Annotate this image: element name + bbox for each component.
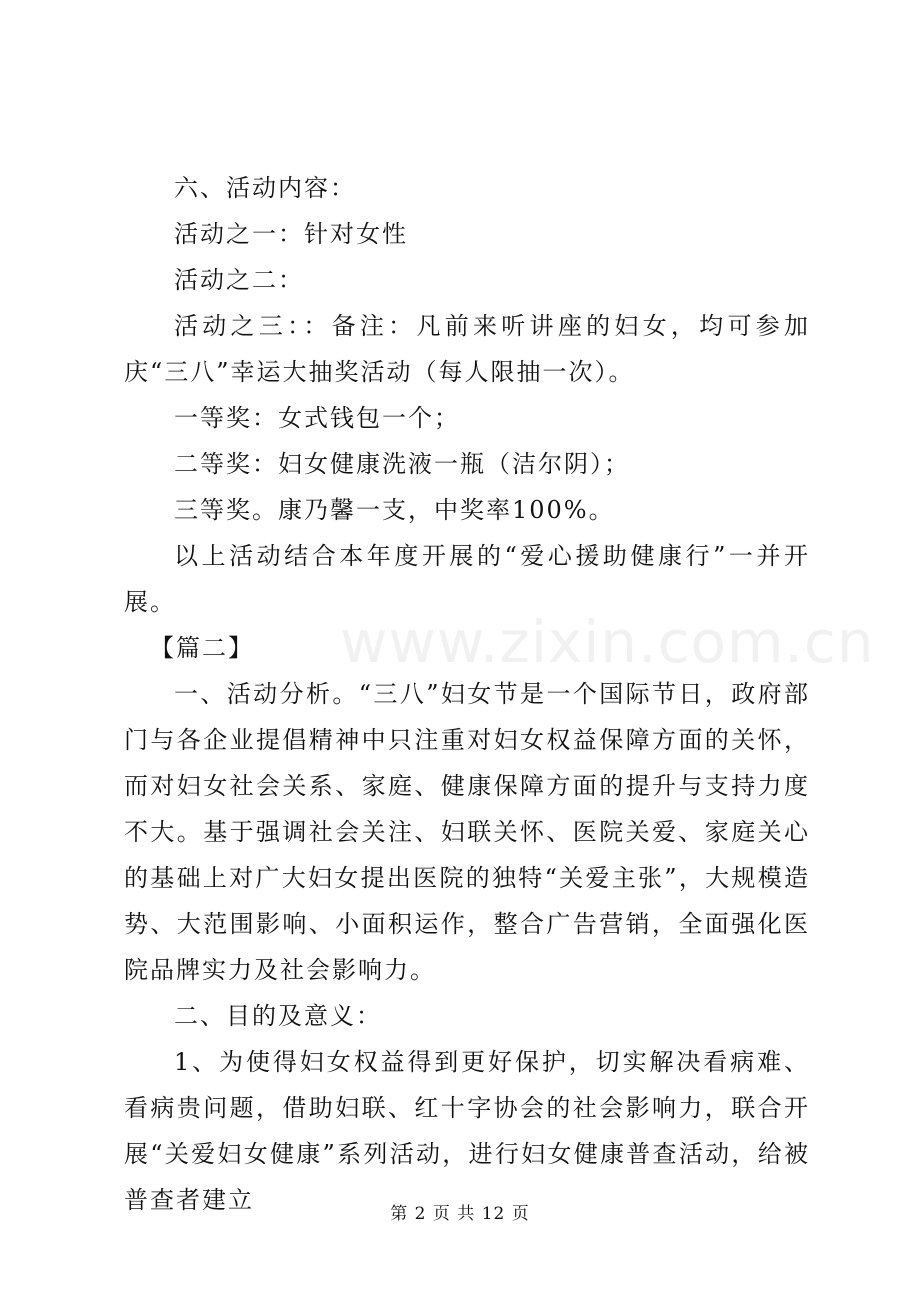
paragraph-first-prize: 一等奖：女式钱包一个； bbox=[174, 404, 460, 432]
paragraph-activity-one: 活动之一：针对女性 bbox=[174, 220, 408, 248]
watermark: www.zixin.com.cn bbox=[340, 608, 875, 676]
document-body bbox=[124, 165, 810, 1223]
paragraph-activity-analysis: 一、活动分析。“三八”妇女节是一个国际节日，政府部门与各企业提倡精神中只注重对妇女权益保障方面的关怀，而对妇女社会关系、家庭、健康保障方面的提升与支持力度不大。基于强调社会关注、妇联关怀、医院关爱、家庭关心的基础上对广大妇女提出医院的独特“关爱主张”，大规模造势、大范围影响、小面积运作，整合广告营销，全面强化医院品牌实力及社会影响力。 bbox=[124, 680, 810, 984]
paragraph-second-prize: 二等奖：妇女健康洗液一瓶（洁尔阴）； bbox=[174, 450, 630, 478]
section-heading-part-two: 【篇二】 bbox=[150, 634, 254, 662]
paragraph-activity-two: 活动之二： bbox=[174, 266, 304, 294]
paragraph-purpose-one: 1、为使得妇女权益得到更好保护，切实解决看病难、看病贵问题，借助妇联、红十字协会的社会影响力，联合开展“关爱妇女健康”系列活动，进行妇女健康普查活动，给被普查者建立 bbox=[124, 1048, 810, 1214]
section-heading-purpose: 二、目的及意义： bbox=[174, 1002, 382, 1030]
paragraph-summary: 以上活动结合本年度开展的“爱心援助健康行”一并开展。 bbox=[124, 542, 810, 616]
section-heading-activity-content: 六、活动内容： bbox=[174, 174, 356, 202]
paragraph-activity-three: 活动之三：：备注：凡前来听讲座的妇女，均可参加庆“三八”幸运大抽奖活动（每人限抽一次）。 bbox=[124, 312, 810, 386]
paragraph-third-prize: 三等奖。康乃馨一支，中奖率100%。 bbox=[174, 496, 615, 524]
page-footer: 第 2 页 共 12 页 bbox=[390, 1204, 530, 1224]
